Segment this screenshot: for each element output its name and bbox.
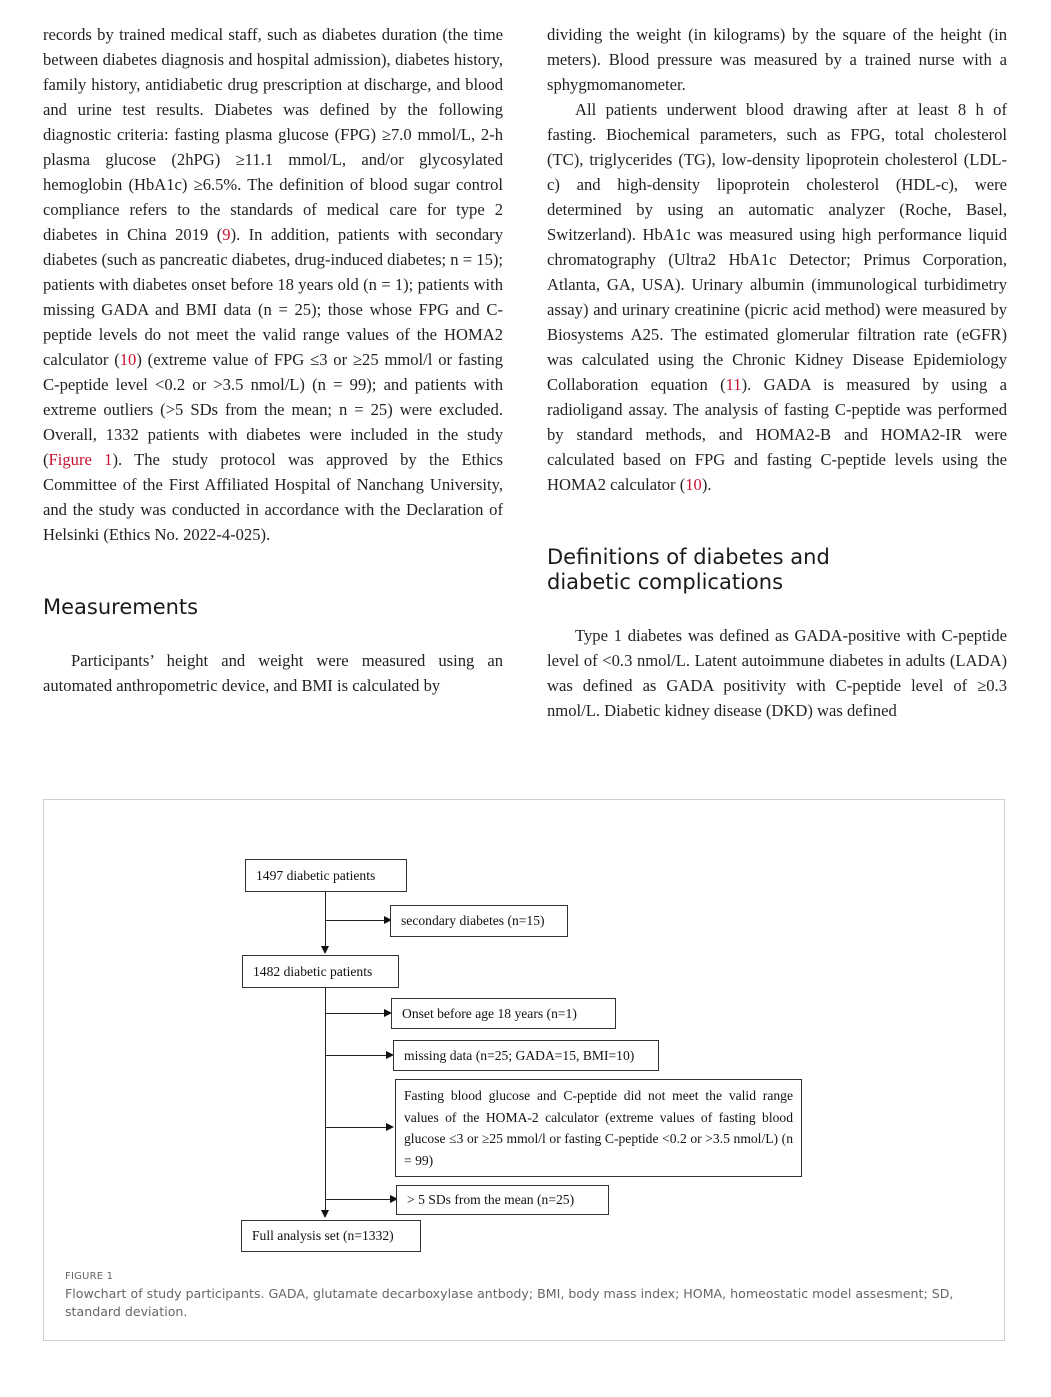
section-heading-definitions: Definitions of diabetes and diabetic complications: [547, 545, 830, 594]
flow-box-exclusion: Fasting blood glucose and C-peptide did not meet the valid range values of the HOMA-2 calculator (extreme values of fasting blood glucose ≤3 or ≥25 mmol/l or fasting C-peptide <0.2 or >3.5 nmol/L) (n = 99): [395, 1079, 802, 1177]
body-paragraph: records by trained medical staff, such as diabetes duration (the time between diabetes diagnosis and hospital admission), diabetes history, family history, antidiabetic drug prescription at discharge, and blood and urine test results. Diabetes was defined by the following diagnostic criteria: fasting plasma glucose (FPG) ≥7.0 mmol/L, 2-h plasma glucose (2hPG) ≥11.1 mmol/L, and/or glycosylated hemoglobin (HbA1c) ≥6.5%. The definition of blood sugar control compliance refers to the standards of medical care for type 2 diabetes in China 2019 (9). In addition, patients with secondary diabetes (such as pancreatic diabetes, drug-induced diabetes; n = 15); patients with diabetes onset before 18 years old (n = 1); patients with missing GADA and BMI data (n = 25); those whose FPG and C-peptide levels do not meet the valid range values of the HOMA2 calculator (10) (extreme value of FPG ≤3 or ≥25 mmol/l or fasting C-peptide level <0.2 or >3.5 nmol/L) (n = 99); and patients with extreme outliers (>5 SDs from the mean; n = 25) were excluded. Overall, 1332 patients with diabetes were included in the study (Figure 1). The study protocol was approved by the Ethics Committee of the First Affiliated Hospital of Nanchang University, and the study was conducted in accordance with the Declaration of Helsinki (Ethics No. 2022-4-025).: [43, 25, 504, 544]
arrow-down-icon: [321, 1210, 329, 1218]
figure-caption: [65, 1271, 985, 1321]
body-paragraph: dividing the weight (in kilograms) by the square of the height (in meters). Blood pressure was measured by a trained nurse with a sphygmomanometer.: [547, 25, 1007, 94]
section-heading-measurements: Measurements: [43, 595, 199, 619]
reference-link[interactable]: 9: [222, 225, 231, 244]
left-column: [43, 22, 503, 698]
flow-box-exclusion: secondary diabetes (n=15): [390, 905, 568, 937]
figure-caption-text: Flowchart of study participants. GADA, glutamate decarboxylase antbody; BMI, body mass index; HOMA, homeostatic model assesment; SD, standard deviation.: [65, 1286, 954, 1319]
flow-box-exclusion: Onset before age 18 years (n=1): [391, 998, 616, 1029]
arrow-right-icon: [386, 1123, 394, 1131]
reference-link[interactable]: 10: [685, 475, 702, 494]
flow-branch: [325, 920, 387, 921]
flow-branch: [325, 1199, 393, 1200]
flow-box-final: Full analysis set (n=1332): [241, 1220, 421, 1252]
arrow-down-icon: [321, 946, 329, 954]
reference-link[interactable]: 10: [119, 350, 137, 369]
flow-box-intermediate: 1482 diabetic patients: [242, 955, 399, 988]
flow-box-exclusion: > 5 SDs from the mean (n=25): [396, 1185, 609, 1215]
figure-label: FIGURE 1: [65, 1271, 114, 1282]
flow-branch: [325, 1013, 387, 1014]
right-column: [547, 22, 1007, 723]
body-paragraph: All patients underwent blood drawing after at least 8 h of fasting. Biochemical parameters, such as FPG, total cholesterol (TC), triglycerides (TG), low-density lipoprotein cholesterol (LDL-c) and high-density lipoprotein cholesterol (HDL-c), were determined by using an automatic analyzer (Roche, Basel, Switzerland). HbA1c was measured using high performance liquid chromatography (Ultra2 HbA1c Detector; Primus Corporation, Atlanta, GA, USA). Urinary albumin (immunological turbidimetry assay) and urinary creatinine (picric acid method) were measured by Biosystems A25. The estimated glomerular filtration rate (eGFR) was calculated using the Chronic Kidney Disease Epidemiology Collaboration equation (11). GADA is measured by using a radioligand assay. The analysis of fasting C-peptide was performed by standard methods, and HOMA2-B and HOMA2-IR were calculated based on FPG and fasting C-peptide levels using the HOMA2 calculator (10).: [547, 100, 1007, 494]
reference-link[interactable]: 11: [725, 375, 742, 394]
flow-box-exclusion: missing data (n=25; GADA=15, BMI=10): [393, 1040, 659, 1071]
body-paragraph: Participants’ height and weight were measured using an automated anthropometric device, and BMI is calculated by: [43, 651, 503, 695]
body-paragraph: Type 1 diabetes was defined as GADA-positive with C-peptide level of <0.3 nmol/L. Latent autoimmune diabetes in adults (LADA) was defined as GADA positivity with C-peptide level of ≥0.3 nmol/L. Diabetic kidney disease (DKD) was defined: [547, 626, 1007, 720]
flow-branch: [325, 1127, 389, 1128]
flow-box-start: 1497 diabetic patients: [245, 859, 407, 892]
flow-connector: [325, 987, 326, 1212]
figure-1: [43, 799, 1005, 1341]
flow-branch: [325, 1055, 389, 1056]
figure-link[interactable]: Figure 1: [48, 450, 113, 469]
flowchart: [44, 800, 1004, 1340]
